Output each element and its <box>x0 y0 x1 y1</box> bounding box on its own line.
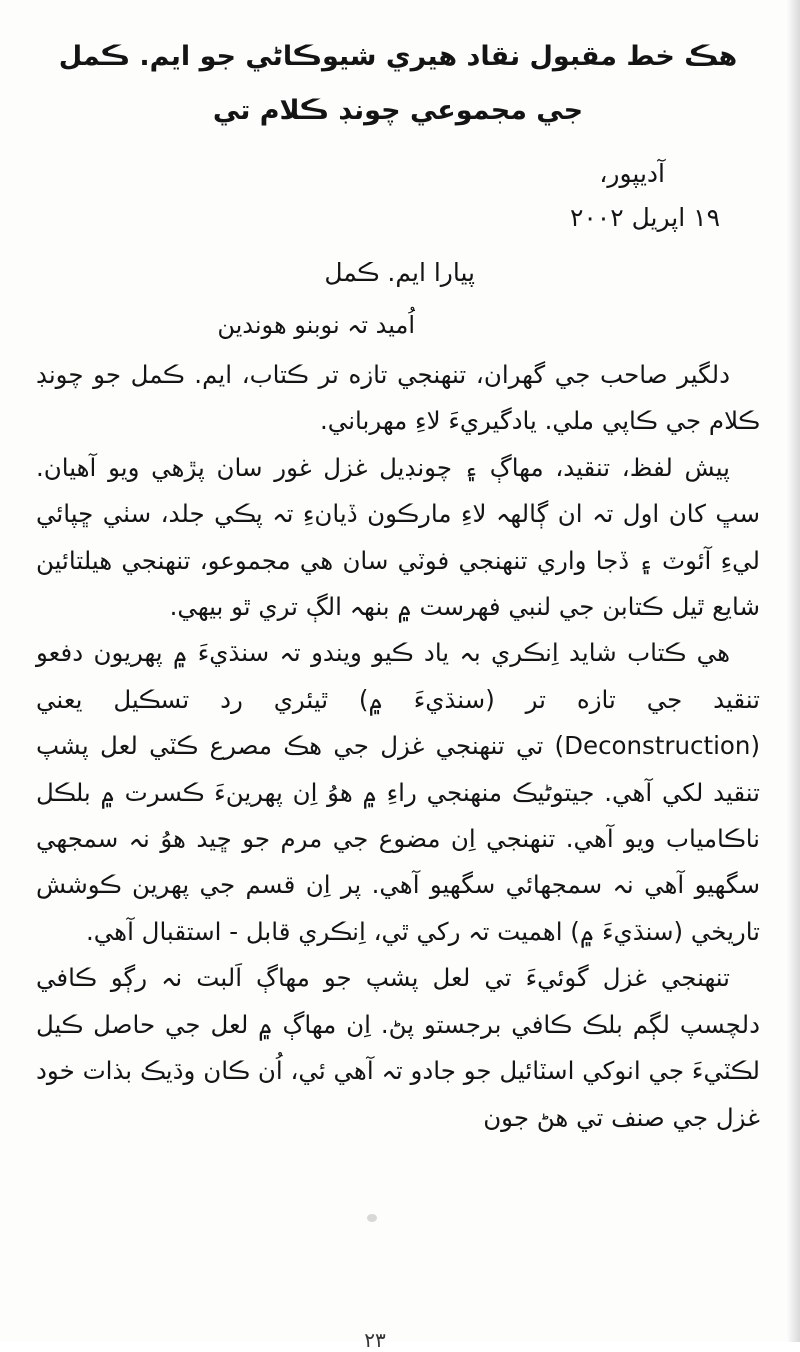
paper-smudge <box>367 1214 377 1222</box>
page-edge-shadow <box>786 0 800 1342</box>
body-paragraph-2: پيش لفظ، تنقيد، مهاڳ ۽ چونڊيل غزل غور سان پڙهي ويو آهيان. سڀ کان اول تہ ان ڳالهہ لاءِ مارڪون ڏيانءِ تہ پڪي جلد، سٺي ڇپائي ليءِ آئوٽ ۽ ڏجا واري تنهنجي فوٽي سان هي مجموعو، تنهنجي هيلتائين شايع ٿيل ڪتابن جي لنبي فهرست ۾ بنهہ الڳ تري ٿو بيهي. <box>36 452 760 622</box>
heading-line-2: جي مجموعي چونڊ ڪلام تي <box>212 95 584 126</box>
letter-salutation: پيارا ايم. ڪمل <box>324 258 475 287</box>
letter-place: آديپور، <box>599 159 665 188</box>
letter-greeting: اُميد تہ نوبنو هوندين <box>217 311 415 339</box>
page-number: ٢٣ <box>364 1328 386 1352</box>
letter-heading <box>36 30 760 138</box>
body-paragraph-3: هي ڪتاب شايد اِنڪري بہ ياد ڪيو ويندو تہ سنڌيءَ ۾ پهريون دفعو تنقيد جي تازه تر (سنڌيءَ ۾) ٿيئري رد تسڪيل يعني (Deconstruction) تي تنهنجي غزل جي هڪ مصرع ڪٽي لعل پشپ تنقيد لکي آهي. جيتوڻيڪ منهنجي راءِ ۾ هوُ اِن پهرينءَ ڪسرت ۾ بلڪل ناڪامياب ويو آهي. تنهنجي اِن مضوع جي مرم جو ڇيد هوُ نہ سمجهي سگهيو آهي نہ سمجهائي سگهيو آهي. پر اِن قسم جي پهرين ڪوشش تاريخي (سنڌيءَ ۾) اهميت تہ رکي ٿي، اِنڪري قابل - استقبال آهي. <box>36 638 760 946</box>
body-paragraph-1: دلگير صاحب جي گهران، تنهنجي تازه تر ڪتاب، ايم. ڪمل جو چونڊ ڪلام جي ڪاپي ملي. يادگيريءَ لاءِ مهرباني. <box>36 360 760 436</box>
letter-date: ١٩ اپريل ٢٠٠٢ <box>569 203 720 232</box>
letter-body <box>36 352 760 1141</box>
body-paragraph-4: تنهنجي غزل گوئيءَ تي لعل پشپ جو مهاڳ اَلبت نہ رڳو ڪافي دلچسپ لڳم بلڪ ڪافي برجستو پڻ. اِن مهاڳ ۾ لعل جي حاصل ڪيل لڪٽيءَ جي انوکي اسٽائيل جو جادو تہ آهي ئي، اُن ڪان وڌيڪ بذات خود غزل جي صنف تي هڻ جون <box>36 963 760 1132</box>
heading-line-1: هڪ خط مقبول نقاد هيري شيوڪاڻي جو ايم. ڪمل <box>58 41 738 72</box>
